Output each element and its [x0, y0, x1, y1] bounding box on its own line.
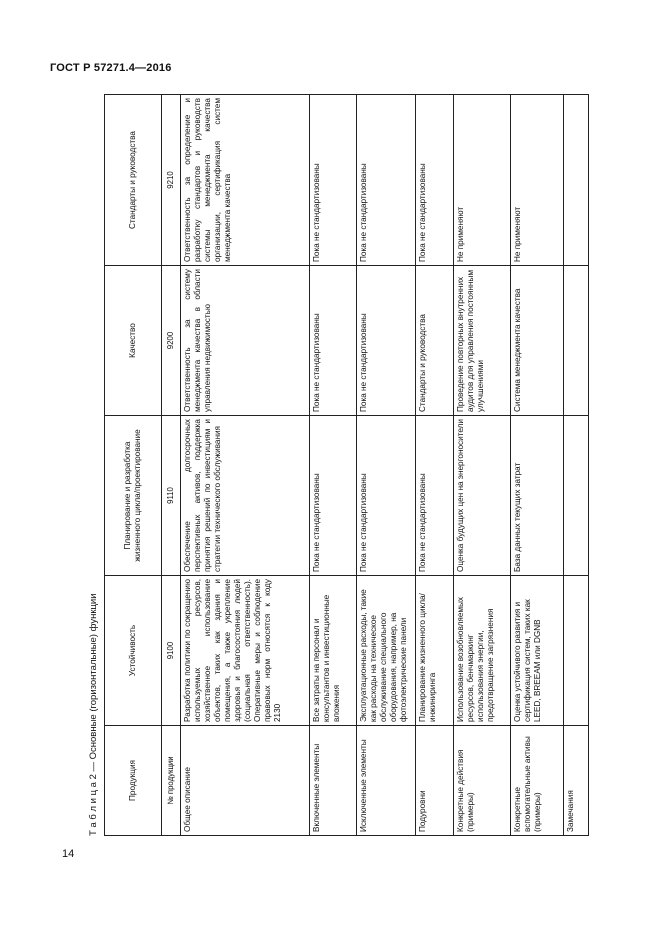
column-header: Устойчивость — [105, 576, 162, 726]
table-cell: Пока не стандартизованы — [310, 416, 357, 576]
table-row — [511, 95, 564, 836]
column-code: № продукции — [162, 726, 181, 836]
table-cell: Пока не стандартизованы — [310, 266, 357, 416]
table-cell: Использование возобновляемых ресурсов, бенчмаркинг использования энергии, предотвращение загрязнения — [454, 576, 511, 726]
column-code: 9110 — [162, 416, 181, 576]
column-code: 9210 — [162, 95, 181, 266]
table-cell — [564, 416, 589, 576]
table-cell: Пока не стандартизованы — [310, 95, 357, 266]
table-cell: Обеспечение долгосрочных перспективных активов, поддержка принятия решений по инвестициям и стратегии технического обслуживания — [181, 416, 310, 576]
table-cell: Планирование жизненного цикла/инжиниринга — [416, 576, 454, 726]
table-cell: Оценка будущих цен на энергоносители — [454, 416, 511, 576]
column-header: Качество — [105, 266, 162, 416]
table-cell: Система менеджмента качества — [511, 266, 564, 416]
row-label: Конкретные действия (примеры) — [454, 726, 511, 836]
row-label: Подуровни — [416, 726, 454, 836]
row-label: Общее описание — [181, 726, 310, 836]
table-cell — [564, 576, 589, 726]
column-code: 9100 — [162, 576, 181, 726]
table-cell: Пока не стандартизованы — [357, 266, 416, 416]
column-header: Продукция — [105, 726, 162, 836]
table-code-row — [162, 95, 181, 836]
row-label: Конкретные вспомогательные активы (примеры) — [511, 726, 564, 836]
table-row — [181, 95, 310, 836]
rotated-table-block — [86, 95, 575, 836]
table-cell: База данных текущих затрат — [511, 416, 564, 576]
table-cell: Разработка политики по сокращению используемых ресурсов, хозяйственное использование объектов, таких как здания и помещения, а также укрепление здоровья и благосостояния людей (социальная ответственность). Оперативные меры и соблюдение правовых норм относятся к коду 2130 — [181, 576, 310, 726]
table-cell: Стандарты и руководства — [416, 266, 454, 416]
table-row — [454, 95, 511, 836]
table-cell: Не применяют — [454, 95, 511, 266]
row-label: Включенные элементы — [310, 726, 357, 836]
table-row — [357, 95, 416, 836]
row-label: Исключенные элементы — [357, 726, 416, 836]
column-header: Стандарты и руководства — [105, 95, 162, 266]
column-code: 9200 — [162, 266, 181, 416]
table-cell: Ответственность за систему менеджмента качества в области управления недвижимостью — [181, 266, 310, 416]
table-cell: Оценка устойчивого развития и сертификация систем, таких как LEED, BREEAM или DGNB — [511, 576, 564, 726]
table-row — [564, 95, 589, 836]
table-cell — [564, 266, 589, 416]
table-header-row — [105, 95, 162, 836]
table-cell: Проведение повторных внутренних аудитов для управления постоянным улучшениями — [454, 266, 511, 416]
table-caption: Т а б л и ц а 2 — Основные (горизонтальные) функции — [88, 593, 99, 836]
table-cell: Ответственность за определение и разработку стандартов и руководств системы менеджмента качества организации, сертификация систем менеджмента качества — [181, 95, 310, 266]
table-cell: Пока не стандартизованы — [416, 416, 454, 576]
table-cell: Не применяют — [511, 95, 564, 266]
table-cell: Пока не стандартизованы — [357, 416, 416, 576]
column-header: Планирование и разработка жизненного цикла/проектирование — [105, 416, 162, 576]
table-cell: Пока не стандартизованы — [416, 95, 454, 266]
table-cell: Пока не стандартизованы — [357, 95, 416, 266]
page-number: 14 — [62, 848, 75, 860]
row-label: Замечания — [564, 726, 589, 836]
document-header: ГОСТ Р 57271.4—2016 — [50, 62, 172, 74]
table-cell: Все затраты на персонал и консультантов и инвестиционные вложения — [310, 576, 357, 726]
table-cell — [564, 95, 589, 266]
table-cell: Эксплуатационные расходы, такие как расходы на техническое обслуживание специального оборудования, например, на фотоэлектрические панели — [357, 576, 416, 726]
functions-table — [104, 94, 589, 836]
table-row — [310, 95, 357, 836]
table-row — [416, 95, 454, 836]
